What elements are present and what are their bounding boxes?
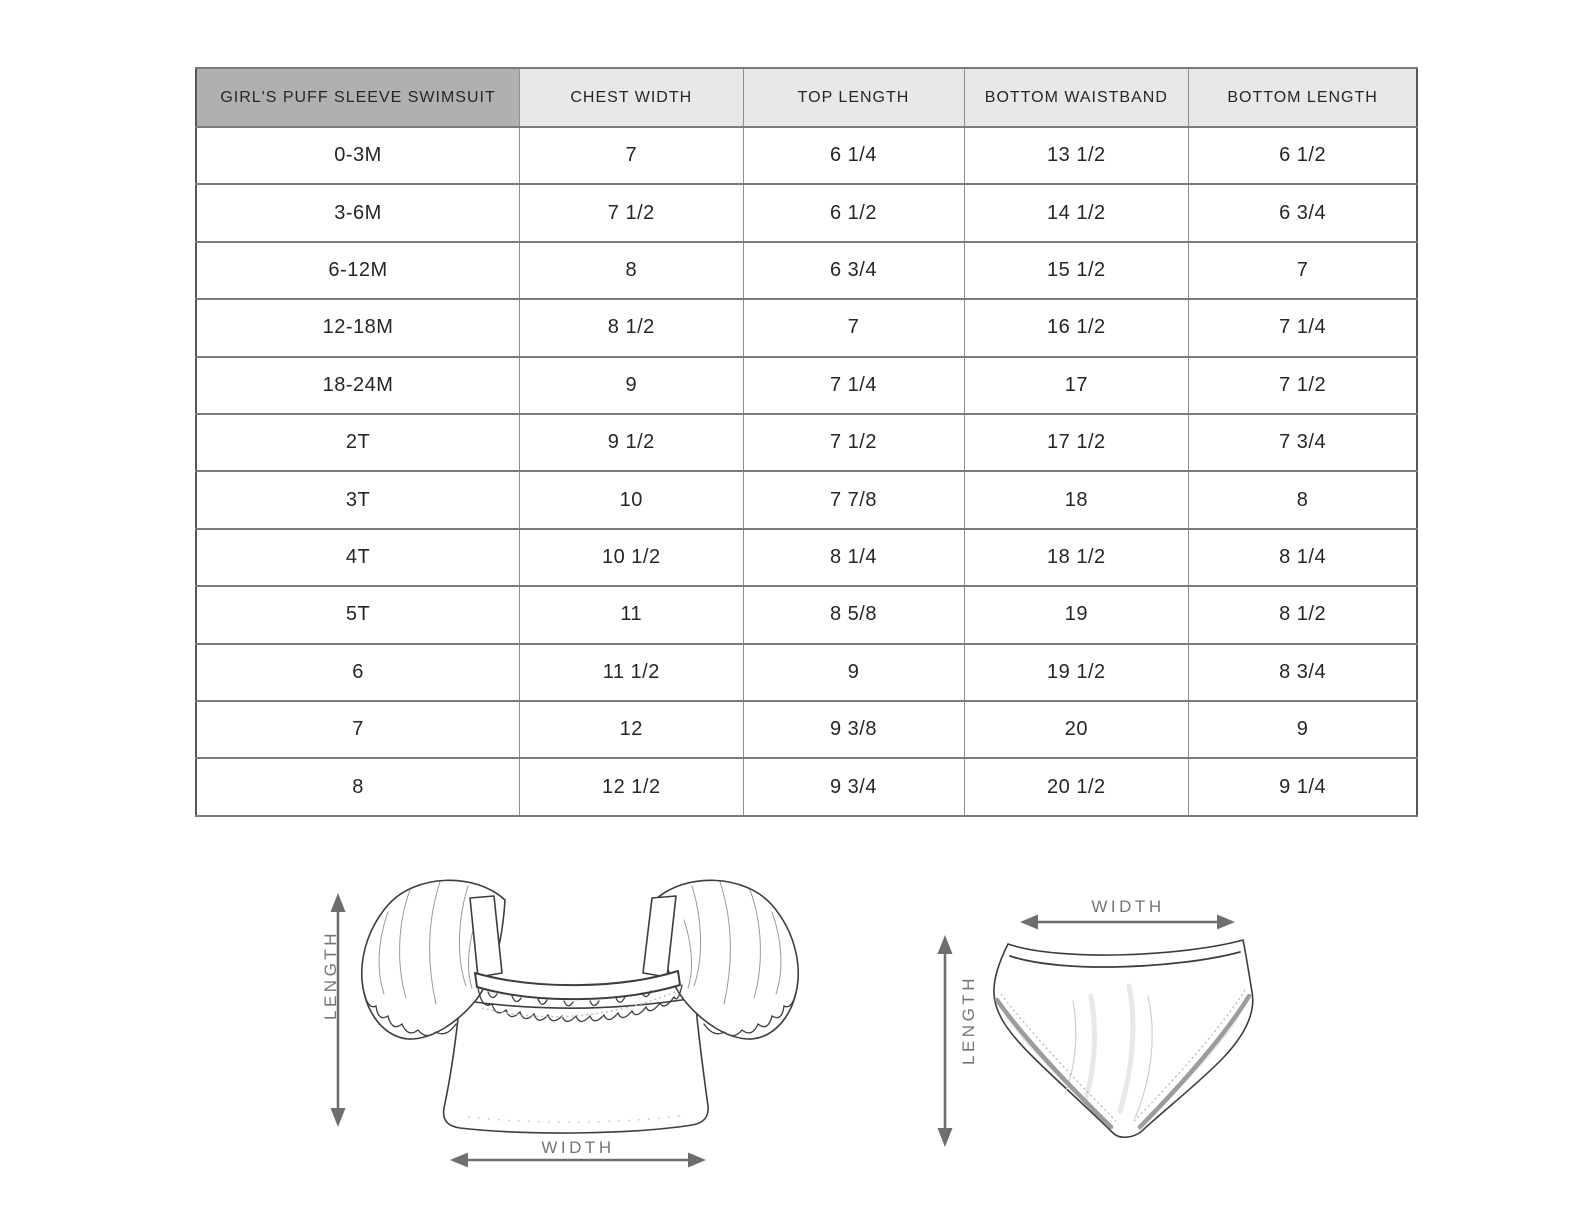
cell-top-length: 7 <box>743 299 964 356</box>
col-header-chest-width: CHEST WIDTH <box>520 68 743 127</box>
cell-top-length: 6 3/4 <box>743 242 964 299</box>
cell-bottom-waistband: 15 1/2 <box>964 242 1189 299</box>
top-width-label: WIDTH <box>541 1138 615 1157</box>
cell-size: 12-18M <box>196 299 520 356</box>
cell-bottom-length: 6 3/4 <box>1189 184 1417 241</box>
cell-size: 6 <box>196 644 520 701</box>
table-row <box>196 414 1417 471</box>
cell-bottom-length: 7 <box>1189 242 1417 299</box>
cell-top-length: 6 1/4 <box>743 127 964 184</box>
cell-chest-width: 7 <box>520 127 743 184</box>
cell-bottom-waistband: 18 <box>964 471 1189 528</box>
table-row <box>196 701 1417 758</box>
bottoms-length-label: LENGTH <box>959 975 978 1065</box>
bottoms-body <box>994 940 1253 1137</box>
cell-chest-width: 10 1/2 <box>520 529 743 586</box>
header-row <box>196 68 1417 127</box>
cell-top-length: 7 1/4 <box>743 357 964 414</box>
col-header-bottom-waistband: BOTTOM WAISTBAND <box>964 68 1189 127</box>
table-row <box>196 586 1417 643</box>
table-row <box>196 644 1417 701</box>
cell-top-length: 9 3/8 <box>743 701 964 758</box>
cell-chest-width: 9 <box>520 357 743 414</box>
col-header-bottom-length: BOTTOM LENGTH <box>1189 68 1417 127</box>
cell-size: 4T <box>196 529 520 586</box>
cell-chest-width: 9 1/2 <box>520 414 743 471</box>
cell-size: 5T <box>196 586 520 643</box>
table-row <box>196 184 1417 241</box>
cell-size: 6-12M <box>196 242 520 299</box>
cell-bottom-length: 7 3/4 <box>1189 414 1417 471</box>
table-row <box>196 299 1417 356</box>
cell-bottom-length: 7 1/2 <box>1189 357 1417 414</box>
top-body <box>444 998 709 1133</box>
cell-bottom-waistband: 19 <box>964 586 1189 643</box>
table-row <box>196 471 1417 528</box>
table-row <box>196 758 1417 816</box>
cell-bottom-waistband: 14 1/2 <box>964 184 1189 241</box>
swim-bottoms-sketch <box>905 868 1285 1178</box>
size-chart-table <box>195 67 1418 817</box>
cell-bottom-waistband: 13 1/2 <box>964 127 1189 184</box>
swim-top-sketch <box>290 860 810 1195</box>
cell-bottom-waistband: 17 <box>964 357 1189 414</box>
table-row <box>196 242 1417 299</box>
cell-chest-width: 8 1/2 <box>520 299 743 356</box>
cell-bottom-waistband: 20 1/2 <box>964 758 1189 816</box>
cell-bottom-waistband: 20 <box>964 701 1189 758</box>
bottoms-width-arrow <box>1020 915 1235 930</box>
cell-bottom-length: 8 1/4 <box>1189 529 1417 586</box>
cell-top-length: 9 <box>743 644 964 701</box>
cell-bottom-length: 9 1/4 <box>1189 758 1417 816</box>
cell-size: 2T <box>196 414 520 471</box>
col-header-top-length: TOP LENGTH <box>743 68 964 127</box>
cell-bottom-waistband: 16 1/2 <box>964 299 1189 356</box>
bottoms-width-label: WIDTH <box>1091 897 1165 916</box>
cell-chest-width: 7 1/2 <box>520 184 743 241</box>
cell-chest-width: 10 <box>520 471 743 528</box>
cell-chest-width: 12 1/2 <box>520 758 743 816</box>
cell-size: 3-6M <box>196 184 520 241</box>
cell-bottom-waistband: 18 1/2 <box>964 529 1189 586</box>
cell-size: 7 <box>196 701 520 758</box>
cell-top-length: 8 1/4 <box>743 529 964 586</box>
cell-bottom-length: 6 1/2 <box>1189 127 1417 184</box>
cell-chest-width: 11 <box>520 586 743 643</box>
cell-bottom-length: 8 1/2 <box>1189 586 1417 643</box>
cell-chest-width: 12 <box>520 701 743 758</box>
cell-bottom-length: 7 1/4 <box>1189 299 1417 356</box>
size-chart-body <box>196 127 1417 816</box>
swim-bottoms-diagram <box>905 868 1285 1178</box>
cell-bottom-length: 8 3/4 <box>1189 644 1417 701</box>
cell-size: 3T <box>196 471 520 528</box>
swim-top-diagram <box>290 860 810 1195</box>
cell-bottom-waistband: 17 1/2 <box>964 414 1189 471</box>
cell-chest-width: 11 1/2 <box>520 644 743 701</box>
cell-top-length: 7 7/8 <box>743 471 964 528</box>
cell-size: 18-24M <box>196 357 520 414</box>
cell-bottom-length: 8 <box>1189 471 1417 528</box>
table-row <box>196 127 1417 184</box>
cell-top-length: 9 3/4 <box>743 758 964 816</box>
cell-chest-width: 8 <box>520 242 743 299</box>
cell-size: 0-3M <box>196 127 520 184</box>
cell-top-length: 7 1/2 <box>743 414 964 471</box>
cell-top-length: 8 5/8 <box>743 586 964 643</box>
table-row <box>196 529 1417 586</box>
bottoms-length-arrow <box>938 935 953 1147</box>
cell-top-length: 6 1/2 <box>743 184 964 241</box>
top-length-label: LENGTH <box>321 930 340 1020</box>
cell-size: 8 <box>196 758 520 816</box>
table-row <box>196 357 1417 414</box>
size-chart-title: GIRL'S PUFF SLEEVE SWIMSUIT <box>196 68 520 127</box>
cell-bottom-waistband: 19 1/2 <box>964 644 1189 701</box>
cell-bottom-length: 9 <box>1189 701 1417 758</box>
